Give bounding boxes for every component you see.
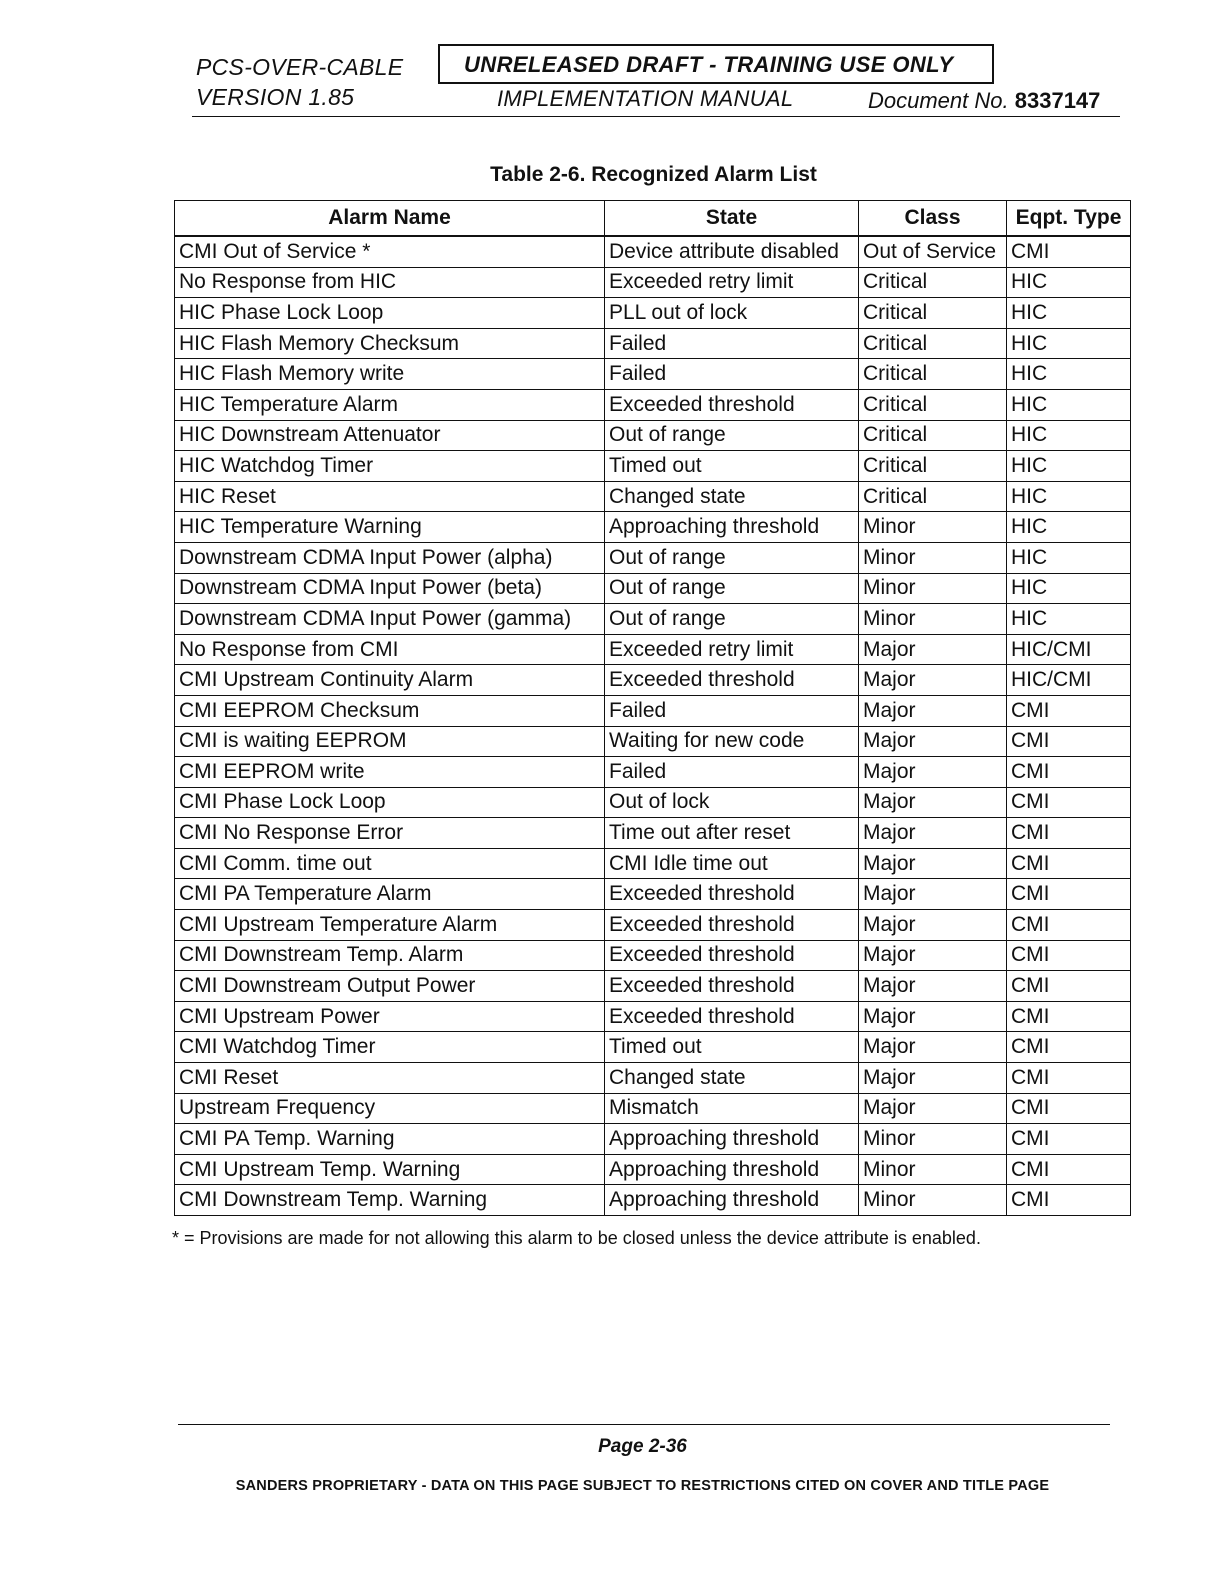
cell-class: Major bbox=[859, 940, 1007, 971]
table-row bbox=[175, 971, 1131, 1002]
cell-alarm-name: Downstream CDMA Input Power (beta) bbox=[175, 573, 605, 604]
cell-alarm-name: HIC Watchdog Timer bbox=[175, 451, 605, 482]
cell-eqpt-type: CMI bbox=[1007, 1093, 1131, 1124]
cell-eqpt-type: HIC/CMI bbox=[1007, 665, 1131, 696]
table-row bbox=[175, 1154, 1131, 1185]
cell-eqpt-type: HIC bbox=[1007, 481, 1131, 512]
cell-eqpt-type: CMI bbox=[1007, 787, 1131, 818]
cell-class: Major bbox=[859, 787, 1007, 818]
document-number-label: Document No. bbox=[868, 88, 1009, 113]
cell-eqpt-type: CMI bbox=[1007, 818, 1131, 849]
cell-class: Out of Service bbox=[859, 236, 1007, 267]
cell-class: Minor bbox=[859, 573, 1007, 604]
cell-class: Minor bbox=[859, 542, 1007, 573]
cell-eqpt-type: CMI bbox=[1007, 1001, 1131, 1032]
cell-alarm-name: Downstream CDMA Input Power (alpha) bbox=[175, 542, 605, 573]
cell-state: Timed out bbox=[605, 1032, 859, 1063]
cell-class: Major bbox=[859, 848, 1007, 879]
cell-alarm-name: CMI EEPROM write bbox=[175, 757, 605, 788]
cell-class: Minor bbox=[859, 1124, 1007, 1155]
page-number: Page 2-36 bbox=[598, 1436, 687, 1457]
cell-state: Out of range bbox=[605, 542, 859, 573]
cell-class: Critical bbox=[859, 420, 1007, 451]
cell-eqpt-type: CMI bbox=[1007, 1154, 1131, 1185]
cell-alarm-name: CMI Downstream Temp. Warning bbox=[175, 1185, 605, 1216]
cell-class: Major bbox=[859, 818, 1007, 849]
cell-alarm-name: CMI is waiting EEPROM bbox=[175, 726, 605, 757]
table-row bbox=[175, 910, 1131, 941]
cell-class: Critical bbox=[859, 481, 1007, 512]
cell-state: Failed bbox=[605, 757, 859, 788]
table-row bbox=[175, 328, 1131, 359]
column-header-eqpt-type: Eqpt. Type bbox=[1007, 201, 1131, 237]
cell-alarm-name: CMI Out of Service * bbox=[175, 236, 605, 267]
cell-alarm-name: CMI PA Temperature Alarm bbox=[175, 879, 605, 910]
cell-eqpt-type: HIC bbox=[1007, 389, 1131, 420]
cell-class: Critical bbox=[859, 328, 1007, 359]
table-row bbox=[175, 1185, 1131, 1216]
cell-alarm-name: HIC Reset bbox=[175, 481, 605, 512]
cell-state: Exceeded threshold bbox=[605, 940, 859, 971]
cell-alarm-name: Upstream Frequency bbox=[175, 1093, 605, 1124]
cell-state: Time out after reset bbox=[605, 818, 859, 849]
product-name: PCS-OVER-CABLE bbox=[196, 54, 404, 80]
cell-class: Major bbox=[859, 634, 1007, 665]
cell-alarm-name: Downstream CDMA Input Power (gamma) bbox=[175, 604, 605, 635]
alarm-table bbox=[174, 200, 1131, 1216]
cell-state: Exceeded threshold bbox=[605, 971, 859, 1002]
cell-alarm-name: CMI Reset bbox=[175, 1063, 605, 1094]
cell-eqpt-type: HIC/CMI bbox=[1007, 634, 1131, 665]
cell-class: Minor bbox=[859, 512, 1007, 543]
cell-class: Major bbox=[859, 1001, 1007, 1032]
cell-eqpt-type: HIC bbox=[1007, 359, 1131, 390]
table-row bbox=[175, 1124, 1131, 1155]
cell-state: Out of range bbox=[605, 604, 859, 635]
cell-class: Critical bbox=[859, 298, 1007, 329]
cell-class: Major bbox=[859, 879, 1007, 910]
table-row bbox=[175, 848, 1131, 879]
manual-title: IMPLEMENTATION MANUAL bbox=[497, 86, 794, 111]
cell-state: Approaching threshold bbox=[605, 1124, 859, 1155]
cell-state: Mismatch bbox=[605, 1093, 859, 1124]
cell-state: Exceeded retry limit bbox=[605, 267, 859, 298]
cell-alarm-name: No Response from CMI bbox=[175, 634, 605, 665]
table-row bbox=[175, 298, 1131, 329]
cell-state: Changed state bbox=[605, 481, 859, 512]
cell-alarm-name: HIC Temperature Alarm bbox=[175, 389, 605, 420]
cell-eqpt-type: CMI bbox=[1007, 848, 1131, 879]
cell-class: Critical bbox=[859, 359, 1007, 390]
cell-state: Approaching threshold bbox=[605, 1185, 859, 1216]
table-row bbox=[175, 420, 1131, 451]
cell-class: Major bbox=[859, 695, 1007, 726]
cell-alarm-name: CMI Phase Lock Loop bbox=[175, 787, 605, 818]
table-row bbox=[175, 359, 1131, 390]
cell-state: Exceeded threshold bbox=[605, 910, 859, 941]
table-row bbox=[175, 451, 1131, 482]
cell-state: Approaching threshold bbox=[605, 512, 859, 543]
cell-eqpt-type: HIC bbox=[1007, 420, 1131, 451]
document-number-block bbox=[868, 88, 1100, 114]
cell-eqpt-type: CMI bbox=[1007, 1063, 1131, 1094]
cell-alarm-name: No Response from HIC bbox=[175, 267, 605, 298]
cell-eqpt-type: CMI bbox=[1007, 695, 1131, 726]
cell-class: Major bbox=[859, 757, 1007, 788]
cell-state: Changed state bbox=[605, 1063, 859, 1094]
cell-class: Major bbox=[859, 1093, 1007, 1124]
column-header-alarm-name: Alarm Name bbox=[175, 201, 605, 237]
cell-state: Approaching threshold bbox=[605, 1154, 859, 1185]
table-row bbox=[175, 665, 1131, 696]
proprietary-notice: SANDERS PROPRIETARY - DATA ON THIS PAGE SUBJECT TO RESTRICTIONS CITED ON COVER AND TITLE PAGE bbox=[235, 1478, 1050, 1494]
cell-alarm-name: CMI EEPROM Checksum bbox=[175, 695, 605, 726]
table-body bbox=[175, 236, 1131, 1216]
cell-state: Failed bbox=[605, 695, 859, 726]
cell-alarm-name: CMI Upstream Temperature Alarm bbox=[175, 910, 605, 941]
cell-alarm-name: HIC Flash Memory write bbox=[175, 359, 605, 390]
cell-state: Out of range bbox=[605, 573, 859, 604]
table-row bbox=[175, 267, 1131, 298]
table-row bbox=[175, 1001, 1131, 1032]
table-row bbox=[175, 542, 1131, 573]
cell-state: Out of lock bbox=[605, 787, 859, 818]
cell-eqpt-type: CMI bbox=[1007, 910, 1131, 941]
cell-state: Out of range bbox=[605, 420, 859, 451]
cell-eqpt-type: HIC bbox=[1007, 328, 1131, 359]
cell-class: Critical bbox=[859, 389, 1007, 420]
cell-eqpt-type: CMI bbox=[1007, 1124, 1131, 1155]
cell-alarm-name: HIC Flash Memory Checksum bbox=[175, 328, 605, 359]
draft-notice-box: UNRELEASED DRAFT - TRAINING USE ONLY bbox=[438, 44, 994, 84]
column-header-class: Class bbox=[859, 201, 1007, 237]
cell-state: CMI Idle time out bbox=[605, 848, 859, 879]
cell-state: Timed out bbox=[605, 451, 859, 482]
cell-eqpt-type: HIC bbox=[1007, 451, 1131, 482]
cell-alarm-name: CMI Upstream Power bbox=[175, 1001, 605, 1032]
cell-eqpt-type: CMI bbox=[1007, 940, 1131, 971]
table-row bbox=[175, 604, 1131, 635]
header-divider bbox=[192, 116, 1120, 117]
cell-alarm-name: CMI No Response Error bbox=[175, 818, 605, 849]
table-row bbox=[175, 940, 1131, 971]
column-header-state: State bbox=[605, 201, 859, 237]
table-header-row bbox=[175, 201, 1131, 237]
cell-eqpt-type: CMI bbox=[1007, 1185, 1131, 1216]
cell-eqpt-type: CMI bbox=[1007, 1032, 1131, 1063]
cell-class: Major bbox=[859, 726, 1007, 757]
cell-state: Failed bbox=[605, 359, 859, 390]
cell-state: Waiting for new code bbox=[605, 726, 859, 757]
cell-eqpt-type: CMI bbox=[1007, 879, 1131, 910]
cell-alarm-name: CMI Comm. time out bbox=[175, 848, 605, 879]
cell-class: Minor bbox=[859, 604, 1007, 635]
table-row bbox=[175, 1063, 1131, 1094]
table-row bbox=[175, 573, 1131, 604]
document-number: 8337147 bbox=[1014, 88, 1101, 113]
cell-alarm-name: HIC Temperature Warning bbox=[175, 512, 605, 543]
cell-alarm-name: CMI Watchdog Timer bbox=[175, 1032, 605, 1063]
cell-class: Critical bbox=[859, 451, 1007, 482]
cell-alarm-name: CMI PA Temp. Warning bbox=[175, 1124, 605, 1155]
cell-alarm-name: CMI Upstream Continuity Alarm bbox=[175, 665, 605, 696]
table-row bbox=[175, 757, 1131, 788]
cell-class: Major bbox=[859, 910, 1007, 941]
cell-alarm-name: HIC Downstream Attenuator bbox=[175, 420, 605, 451]
cell-alarm-name: CMI Downstream Output Power bbox=[175, 971, 605, 1002]
cell-class: Major bbox=[859, 1063, 1007, 1094]
cell-eqpt-type: HIC bbox=[1007, 542, 1131, 573]
table-row bbox=[175, 634, 1131, 665]
cell-eqpt-type: CMI bbox=[1007, 971, 1131, 1002]
cell-state: Exceeded threshold bbox=[605, 1001, 859, 1032]
cell-state: PLL out of lock bbox=[605, 298, 859, 329]
table-row bbox=[175, 1093, 1131, 1124]
table-caption: Table 2-6. Recognized Alarm List bbox=[490, 163, 817, 186]
table-row bbox=[175, 389, 1131, 420]
cell-class: Major bbox=[859, 971, 1007, 1002]
cell-state: Exceeded threshold bbox=[605, 879, 859, 910]
cell-alarm-name: HIC Phase Lock Loop bbox=[175, 298, 605, 329]
cell-state: Exceeded threshold bbox=[605, 665, 859, 696]
cell-eqpt-type: HIC bbox=[1007, 298, 1131, 329]
table-row bbox=[175, 879, 1131, 910]
cell-eqpt-type: CMI bbox=[1007, 757, 1131, 788]
cell-eqpt-type: HIC bbox=[1007, 573, 1131, 604]
cell-alarm-name: CMI Upstream Temp. Warning bbox=[175, 1154, 605, 1185]
cell-class: Critical bbox=[859, 267, 1007, 298]
cell-eqpt-type: HIC bbox=[1007, 512, 1131, 543]
product-version: VERSION 1.85 bbox=[196, 84, 355, 110]
cell-eqpt-type: CMI bbox=[1007, 726, 1131, 757]
table-row bbox=[175, 726, 1131, 757]
cell-state: Exceeded threshold bbox=[605, 389, 859, 420]
cell-state: Failed bbox=[605, 328, 859, 359]
table-row bbox=[175, 1032, 1131, 1063]
table-row bbox=[175, 695, 1131, 726]
cell-eqpt-type: CMI bbox=[1007, 236, 1131, 267]
cell-class: Major bbox=[859, 1032, 1007, 1063]
table-row bbox=[175, 481, 1131, 512]
cell-state: Device attribute disabled bbox=[605, 236, 859, 267]
cell-alarm-name: CMI Downstream Temp. Alarm bbox=[175, 940, 605, 971]
footer-divider bbox=[178, 1424, 1110, 1425]
table-footnote: * = Provisions are made for not allowing this alarm to be closed unless the device attribute is enabled. bbox=[172, 1228, 981, 1248]
cell-eqpt-type: HIC bbox=[1007, 267, 1131, 298]
table-row bbox=[175, 787, 1131, 818]
cell-state: Exceeded retry limit bbox=[605, 634, 859, 665]
cell-class: Major bbox=[859, 665, 1007, 696]
cell-class: Minor bbox=[859, 1154, 1007, 1185]
table-row bbox=[175, 818, 1131, 849]
cell-class: Minor bbox=[859, 1185, 1007, 1216]
cell-eqpt-type: HIC bbox=[1007, 604, 1131, 635]
table-row bbox=[175, 236, 1131, 267]
table-row bbox=[175, 512, 1131, 543]
